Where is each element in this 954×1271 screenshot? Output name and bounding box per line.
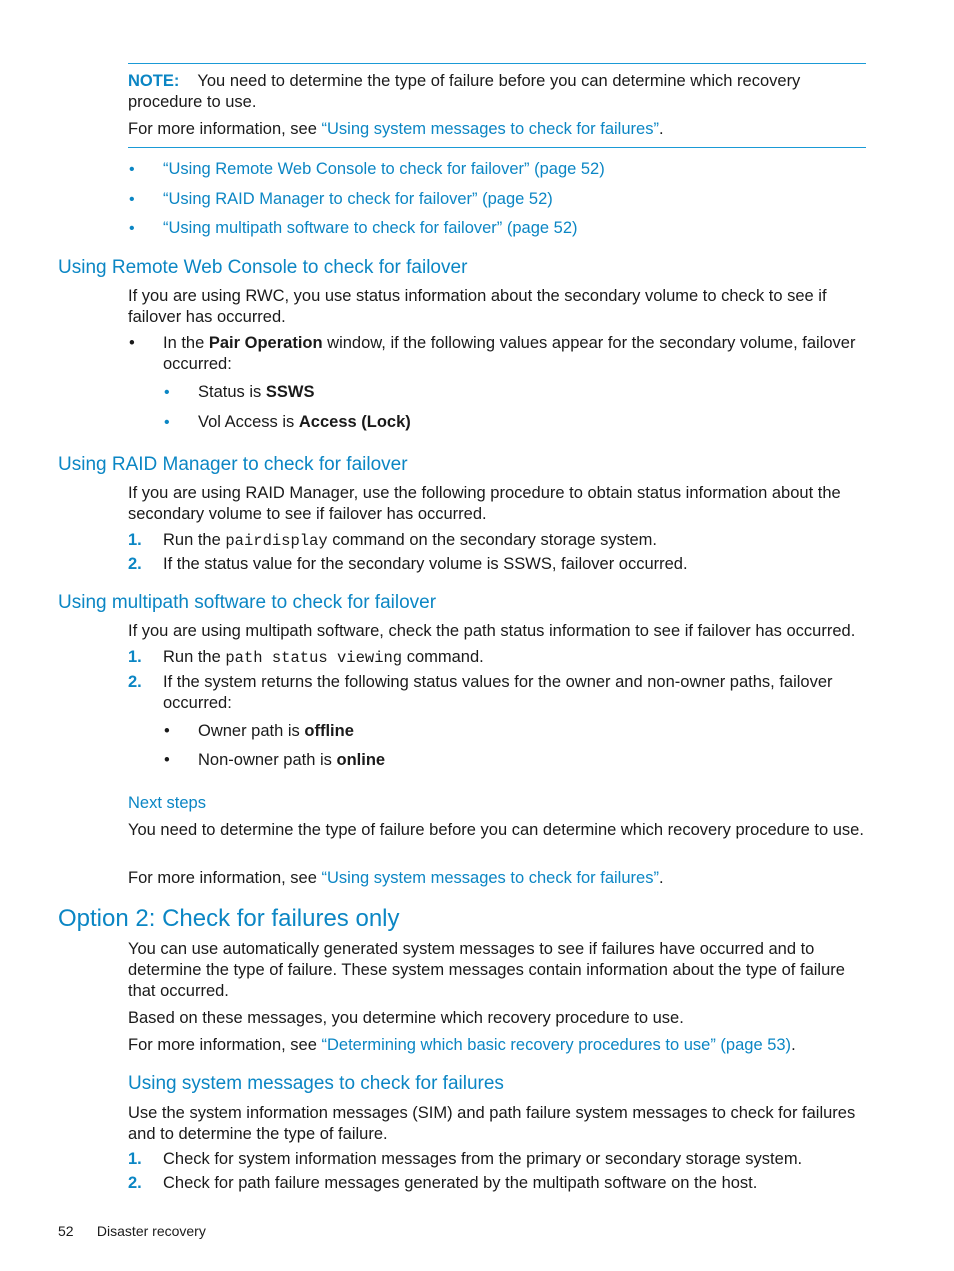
rwc-item-bold: Pair Operation [208,334,323,352]
bullet-icon: • [164,414,170,431]
raid-step2-text: If the status value for the secondary volume is SSWS, failover occurred. [163,555,688,573]
note-top-rule [128,63,866,64]
multipath-subitem [164,750,868,771]
raid-heading: Using RAID Manager to check for failover [58,454,408,475]
option2-more-info [128,1035,866,1056]
next-steps-heading: Next steps [128,794,206,812]
rwc-sub2-bold: Access (Lock) [298,413,411,431]
option2-p1: You can use automatically generated system messages to see if failures have occurred and to determine the type of failure. These system messages contain information about the type of failure that occurred. [128,940,845,1000]
note-more-info [128,119,866,140]
raid-step1-post: command on the secondary storage system. [327,531,657,549]
page-number: 52 [58,1223,74,1239]
note-text: You need to determine the type of failure before you can determine which recovery procedure to use. [128,72,801,111]
multipath-step1-code: path status viewing [225,649,403,667]
note-more-suffix: . [658,120,664,138]
step-number: 1. [128,1150,142,1168]
multipath-sub1-bold: offline [304,722,354,740]
multipath-intro: If you are using multipath software, check the path status information to see if failover has occurred. [128,622,856,640]
step-number: 2. [128,1174,142,1192]
bullet-icon: • [129,191,135,208]
multipath-subitem [164,721,868,742]
multipath-step [128,647,868,669]
bullet-icon: • [164,751,170,769]
rwc-sub1-bold: SSWS [265,383,315,401]
rwc-subitem [164,382,868,403]
bullet-icon: • [129,161,135,178]
toc-link-rwc[interactable]: “Using Remote Web Console to check for failover” (page 52) [163,160,605,178]
step-number: 2. [128,555,142,573]
bullet-icon: • [129,334,135,352]
next-steps-more-suffix: . [658,869,664,887]
page-footer [58,1223,206,1239]
multipath-sub1-pre: Owner path is [198,722,305,740]
bullet-icon: • [129,220,135,237]
raid-step1-pre: Run the [163,531,226,549]
toc-item [129,159,868,180]
rwc-sub2-pre: Vol Access is [198,413,299,431]
raid-step [128,554,868,575]
note-label: NOTE: [128,72,180,90]
rwc-intro: If you are using RWC, you use status information about the secondary volume to check to see if failover has occurred. [128,287,827,326]
note-bottom-rule [128,147,866,148]
multipath-step1-pre: Run the [163,648,226,666]
option2-more-suffix: . [791,1036,796,1054]
toc-item [129,189,868,210]
bullet-icon: • [164,722,170,740]
sysmsg-step1-text: Check for system information messages from the primary or secondary storage system. [163,1150,803,1168]
toc-link-raid[interactable]: “Using RAID Manager to check for failover” (page 52) [163,190,553,208]
multipath-step [128,672,868,714]
rwc-subitem [164,412,868,433]
option2-more-link[interactable]: “Determining which basic recovery procedures to use” (page 53) [321,1036,792,1054]
sysmsg-step [128,1173,868,1194]
rwc-item-pre: In the [163,334,209,352]
multipath-sub2-pre: Non-owner path is [198,751,337,769]
note-block [128,71,866,113]
step-number: 2. [128,673,142,691]
raid-step1-code: pairdisplay [225,532,328,550]
raid-step [128,530,868,552]
raid-intro: If you are using RAID Manager, use the following procedure to obtain status information about the secondary volume to see if failover has occurred. [128,484,841,523]
multipath-sub2-bold: online [336,751,386,769]
sysmsg-intro: Use the system information messages (SIM) and path failure system messages to check for failures and to determine the type of failure. [128,1104,856,1143]
rwc-heading: Using Remote Web Console to check for failover [58,257,468,278]
next-steps-more-prefix: For more information, see [128,869,322,887]
option2-p2: Based on these messages, you determine which recovery procedure to use. [128,1009,684,1027]
rwc-sub1-pre: Status is [198,383,266,401]
bullet-icon: • [164,384,170,401]
next-steps-more-info [128,868,866,889]
toc-item [129,218,868,239]
step-number: 1. [128,531,142,549]
multipath-step1-post: command. [402,648,484,666]
toc-link-multipath[interactable]: “Using multipath software to check for failover” (page 52) [163,219,578,237]
option2-more-prefix: For more information, see [128,1036,322,1054]
sysmsg-heading: Using system messages to check for failures [128,1073,504,1094]
next-steps-text: You need to determine the type of failure before you can determine which recovery procedure to use. [128,821,864,839]
rwc-item [129,333,868,375]
option2-heading: Option 2: Check for failures only [58,905,400,932]
multipath-step2-text: If the system returns the following status values for the owner and non-owner paths, failover occurred: [163,673,833,712]
rwc-item-post: window, if the following values appear for the secondary volume, failover occurred: [163,334,856,373]
note-more-link[interactable]: “Using system messages to check for failures” [321,120,659,138]
footer-section: Disaster recovery [96,1223,206,1239]
sysmsg-step2-text: Check for path failure messages generated by the multipath software on the host. [163,1174,758,1192]
multipath-heading: Using multipath software to check for failover [58,592,437,613]
next-steps-more-link[interactable]: “Using system messages to check for failures” [321,869,659,887]
note-more-prefix: For more information, see [128,120,322,138]
step-number: 1. [128,648,142,666]
sysmsg-step [128,1149,868,1170]
